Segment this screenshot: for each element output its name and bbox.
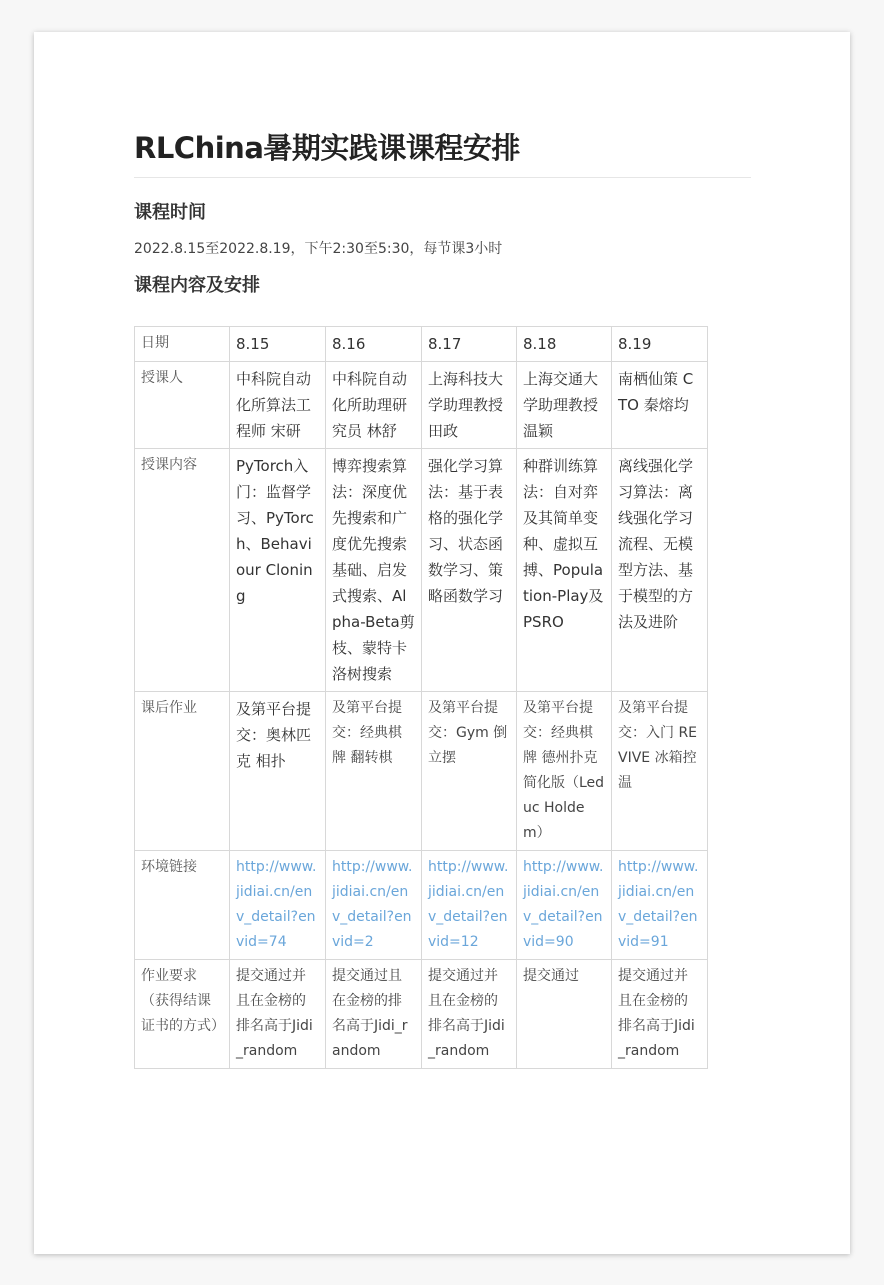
row-label-homework: 课后作业 (135, 692, 230, 851)
page-title: RLChina暑期实践课课程安排 (134, 131, 520, 165)
table-row-env-links (135, 851, 708, 960)
table-cell: 离线强化学习算法：离线强化学习流程、无模型方法、基于模型的方法及进阶 (612, 449, 708, 692)
header-cell-date: 8.19 (612, 327, 708, 362)
table-cell: PyTorch入门：监督学习、PyTorch、Behaviour Cloning (230, 449, 326, 692)
table-cell: 提交通过并且在金榜的排名高于Jidi_random (230, 960, 326, 1069)
section-heading-content: 课程内容及安排 (134, 275, 260, 296)
course-time-text: 2022.8.15至2022.8.19，下午2:30至5:30，每节课3小时 (134, 241, 503, 257)
table-cell: 种群训练算法：自对弈及其简单变种、虚拟互搏、Population-Play及PSRO (517, 449, 612, 692)
table-cell: 博弈搜索算法：深度优先搜索和广度优先搜索基础、启发式搜索、Alpha-Beta剪枝、蒙特卡洛树搜索 (326, 449, 422, 692)
table-cell: 南栖仙策 CTO 秦熔均 (612, 362, 708, 449)
title-divider (134, 177, 751, 178)
schedule-table (134, 326, 708, 1069)
env-link[interactable]: http://www.jidiai.cn/env_detail?envid=2 (326, 851, 422, 960)
row-label-requirements: 作业要求（获得结课证书的方式） (135, 960, 230, 1069)
table-cell: 及第平台提交：Gym 倒立摆 (422, 692, 517, 851)
header-cell-date: 8.18 (517, 327, 612, 362)
header-cell-date: 8.16 (326, 327, 422, 362)
section-heading-time: 课程时间 (134, 202, 206, 223)
table-cell: 中科院自动化所助理研究员 林舒 (326, 362, 422, 449)
header-cell-date-label: 日期 (135, 327, 230, 362)
row-label-content: 授课内容 (135, 449, 230, 692)
table-row-homework (135, 692, 708, 851)
table-cell: 上海科技大学助理教授 田政 (422, 362, 517, 449)
table-cell: 及第平台提交：经典棋牌 德州扑克 简化版（Leduc Holdem） (517, 692, 612, 851)
table-cell: 上海交通大学助理教授 温颖 (517, 362, 612, 449)
env-link[interactable]: http://www.jidiai.cn/env_detail?envid=91 (612, 851, 708, 960)
table-cell: 及第平台提交：经典棋牌 翻转棋 (326, 692, 422, 851)
table-header-row (135, 327, 708, 362)
table-cell: 提交通过且在金榜的排名高于Jidi_random (326, 960, 422, 1069)
env-link[interactable]: http://www.jidiai.cn/env_detail?envid=90 (517, 851, 612, 960)
table-cell: 强化学习算法：基于表格的强化学习、状态函数学习、策略函数学习 (422, 449, 517, 692)
table-cell: 中科院自动化所算法工程师 宋研 (230, 362, 326, 449)
header-cell-date: 8.17 (422, 327, 517, 362)
document-page (34, 32, 850, 1254)
header-cell-date: 8.15 (230, 327, 326, 362)
table-cell: 提交通过并且在金榜的排名高于Jidi_random (612, 960, 708, 1069)
table-cell: 提交通过 (517, 960, 612, 1069)
table-row-requirements (135, 960, 708, 1069)
table-cell: 及第平台提交：奥林匹克 相扑 (230, 692, 326, 851)
env-link[interactable]: http://www.jidiai.cn/env_detail?envid=12 (422, 851, 517, 960)
row-label-env-links: 环境链接 (135, 851, 230, 960)
table-cell: 及第平台提交：入门 REVIVE 冰箱控温 (612, 692, 708, 851)
row-label-instructor: 授课人 (135, 362, 230, 449)
table-cell: 提交通过并且在金榜的排名高于Jidi_random (422, 960, 517, 1069)
table-row-content (135, 449, 708, 692)
table-row-instructor (135, 362, 708, 449)
env-link[interactable]: http://www.jidiai.cn/env_detail?envid=74 (230, 851, 326, 960)
